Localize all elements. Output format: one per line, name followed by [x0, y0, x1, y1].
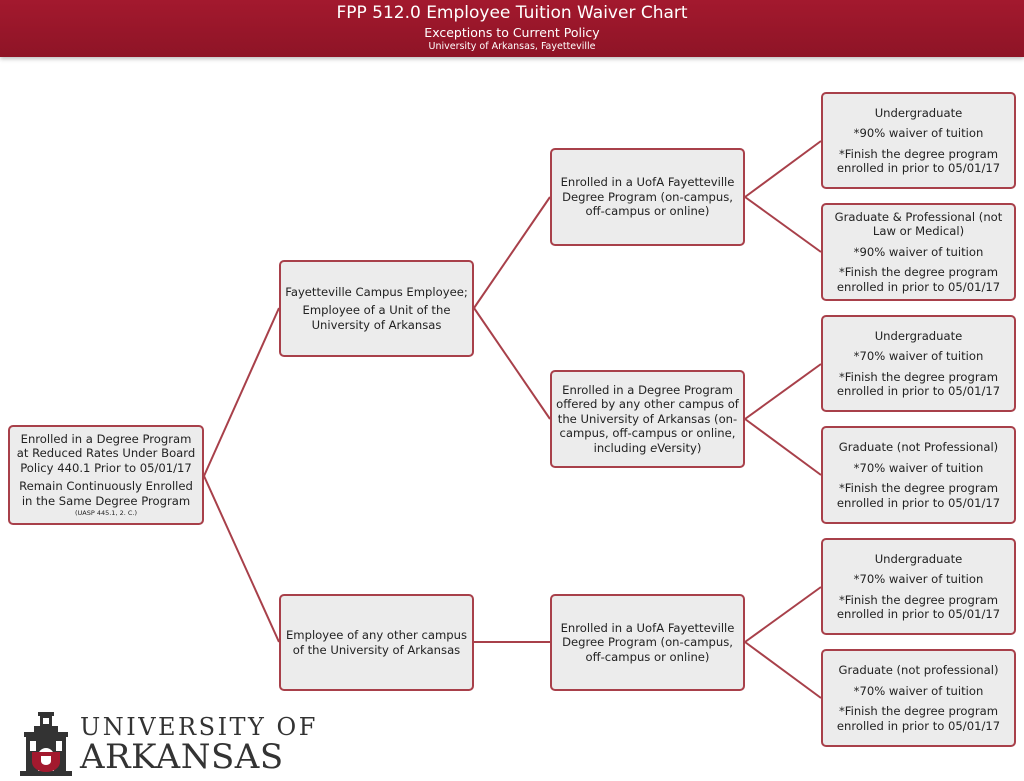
university-name: University of Arkansas, Fayetteville: [428, 41, 596, 52]
other-campus-employee-node: [279, 594, 474, 691]
page-title: FPP 512.0 Employee Tuition Waiver Chart: [336, 3, 688, 23]
connector-uofa-ug: [745, 141, 821, 197]
outcome-level: Undergraduate: [874, 105, 963, 120]
connector-otheruofa-ug: [745, 587, 821, 642]
connector-fay-othercampus: [474, 308, 550, 419]
connector-othercampus-ug: [745, 364, 821, 419]
root-requirement: Remain Continuously Enrolled in the Same Degree Program: [19, 479, 193, 508]
outcome-level: Undergraduate: [874, 551, 963, 566]
program-uofa-fayetteville-node: [550, 148, 745, 246]
outcome-level: Graduate & Professional (not Law or Medical): [834, 209, 1003, 239]
connector-otheruofa-grad: [745, 642, 821, 698]
outcome-level: Graduate (not Professional): [838, 440, 999, 454]
connector-root-other: [204, 476, 279, 642]
program-uofa-fayetteville-text-2: Enrolled in a UofA Fayetteville Degree Program (on-campus, off-campus or online): [560, 620, 735, 664]
program-other-campus-text: Enrolled in a Degree Program offered by any other campus of the University of Arkansas (on-campus, off-campus or online, including eVersity): [556, 382, 739, 455]
fayetteville-employee-line1: Fayetteville Campus Employee;: [285, 284, 468, 299]
outcome-waiver: *70% waiver of tuition: [853, 349, 984, 363]
outcome-condition: *Finish the degree program enrolled in prior to 05/01/17: [836, 369, 1001, 398]
outcome-condition: *Finish the degree program enrolled in prior to 05/01/17: [836, 481, 1001, 510]
page-subtitle: Exceptions to Current Policy: [424, 25, 600, 40]
outcome-level: Graduate (not professional): [838, 663, 999, 677]
fayetteville-employee-line2: Employee of a Unit of the University of Arkansas: [302, 303, 451, 332]
outcome-waiver: *70% waiver of tuition: [853, 460, 984, 475]
outcome-condition: *Finish the degree program enrolled in prior to 05/01/17: [836, 704, 1001, 733]
outcome-node: [821, 538, 1016, 635]
university-logo: [20, 712, 318, 777]
program-uofa-fayetteville-node-2: [550, 594, 745, 691]
outcome-waiver: *90% waiver of tuition: [853, 126, 984, 140]
outcome-waiver: *70% waiver of tuition: [853, 572, 984, 586]
root-reference: (UASP 445.1, 2. C.): [74, 509, 137, 518]
old-main-tower-icon: [20, 712, 72, 776]
root-condition: Enrolled in a Degree Program at Reduced Rates Under Board Policy 440.1 Prior to 05/01/17: [16, 431, 196, 475]
outcome-waiver: *70% waiver of tuition: [853, 683, 984, 698]
outcome-waiver: *90% waiver of tuition: [853, 244, 984, 259]
logo-text-arkansas: ARKANSAS: [80, 737, 284, 777]
outcome-condition: *Finish the degree program enrolled in prior to 05/01/17: [836, 265, 1001, 294]
outcome-node: [821, 315, 1016, 412]
logo-text-university-of: UNIVERSITY OF: [80, 713, 318, 741]
root-node: [8, 425, 204, 525]
connector-uofa-grad: [745, 197, 821, 252]
fayetteville-employee-node: [279, 260, 474, 357]
program-other-campus-node: [550, 370, 745, 468]
connector-fay-uofa: [474, 197, 550, 308]
outcome-level: Undergraduate: [874, 328, 963, 343]
connector-othercampus-grad: [745, 419, 821, 475]
program-uofa-fayetteville-text: Enrolled in a UofA Fayetteville Degree Program (on-campus, off-campus or online): [560, 175, 735, 219]
outcome-node: [821, 649, 1016, 747]
outcome-node: [821, 203, 1016, 301]
other-campus-employee-text: Employee of any other campus of the University of Arkansas: [285, 628, 468, 657]
outcome-node: [821, 92, 1016, 189]
outcome-node: [821, 426, 1016, 524]
connector-root-fay: [204, 308, 279, 476]
outcome-condition: *Finish the degree program enrolled in prior to 05/01/17: [836, 146, 1001, 175]
outcome-condition: *Finish the degree program enrolled in prior to 05/01/17: [836, 592, 1001, 621]
